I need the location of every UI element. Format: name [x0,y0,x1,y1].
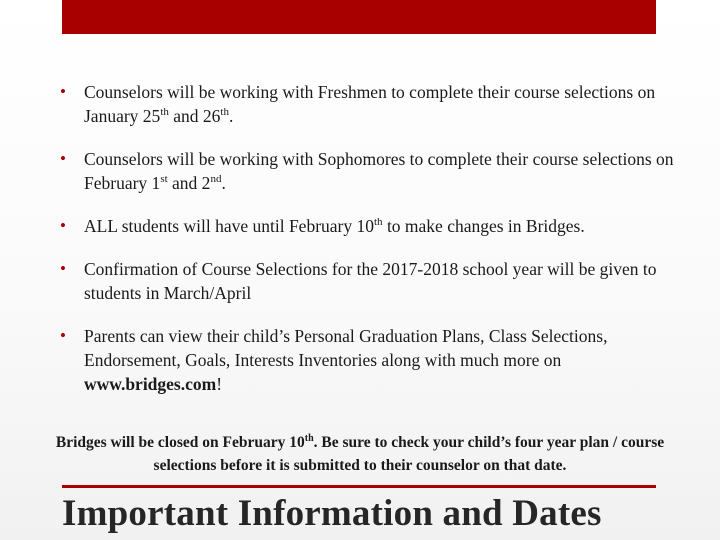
bullet-superscript: nd [210,173,222,186]
notice-text: Bridges will be closed on February 10 [55,434,305,451]
notice-text: . Be sure to check your child’s four year plan / course selections before it is submitted to their counselor on that date. [153,434,665,474]
bullet-superscript: th [374,216,383,229]
bullet-superscript: th [160,106,169,119]
bullet-text: ALL students will have until February 10 [84,216,374,236]
closure-notice [42,431,678,477]
bullet-text: . [228,106,234,126]
bullet-text: Counselors will be working with Sophomores to complete their course selections on February 1 [84,149,674,193]
bullet-icon: • [60,326,66,345]
bullet-icon: • [60,82,66,101]
bullet-superscript: th [220,106,229,119]
bullet-list [60,80,680,415]
bullet-text: and 26 [168,106,221,126]
bullet-text: ! [216,374,223,394]
bullet-icon: • [60,149,66,168]
bullet-superscript: st [160,173,168,186]
bullet-text: . [221,173,226,193]
bridges-link[interactable]: www.bridges.com [84,374,217,394]
bullet-icon: • [60,259,66,278]
bullet-item-freshmen [60,80,680,128]
bullet-item-deadline [60,214,680,238]
bullet-text: Confirmation of Course Selections for the 2017-2018 school year will be given to students in March/April [84,259,657,303]
bullet-item-confirmation [60,257,680,305]
bullet-text: Counselors will be working with Freshmen to complete their course selections on January 25 [84,82,656,126]
title-divider [62,485,656,488]
slide-title: Important Information and Dates [62,493,602,534]
bullet-text: to make changes in Bridges. [382,216,585,236]
top-accent-bar [62,0,656,34]
bullet-item-sophomores [60,147,680,195]
notice-superscript: th [304,432,314,444]
bullet-text: and 2 [167,173,211,193]
bullet-text: Parents can view their child’s Personal Graduation Plans, Class Selections, Endorsement, Goals, Interests Inventories along with much more on [84,326,608,370]
bullet-icon: • [60,216,66,235]
bullet-item-parents [60,324,680,396]
